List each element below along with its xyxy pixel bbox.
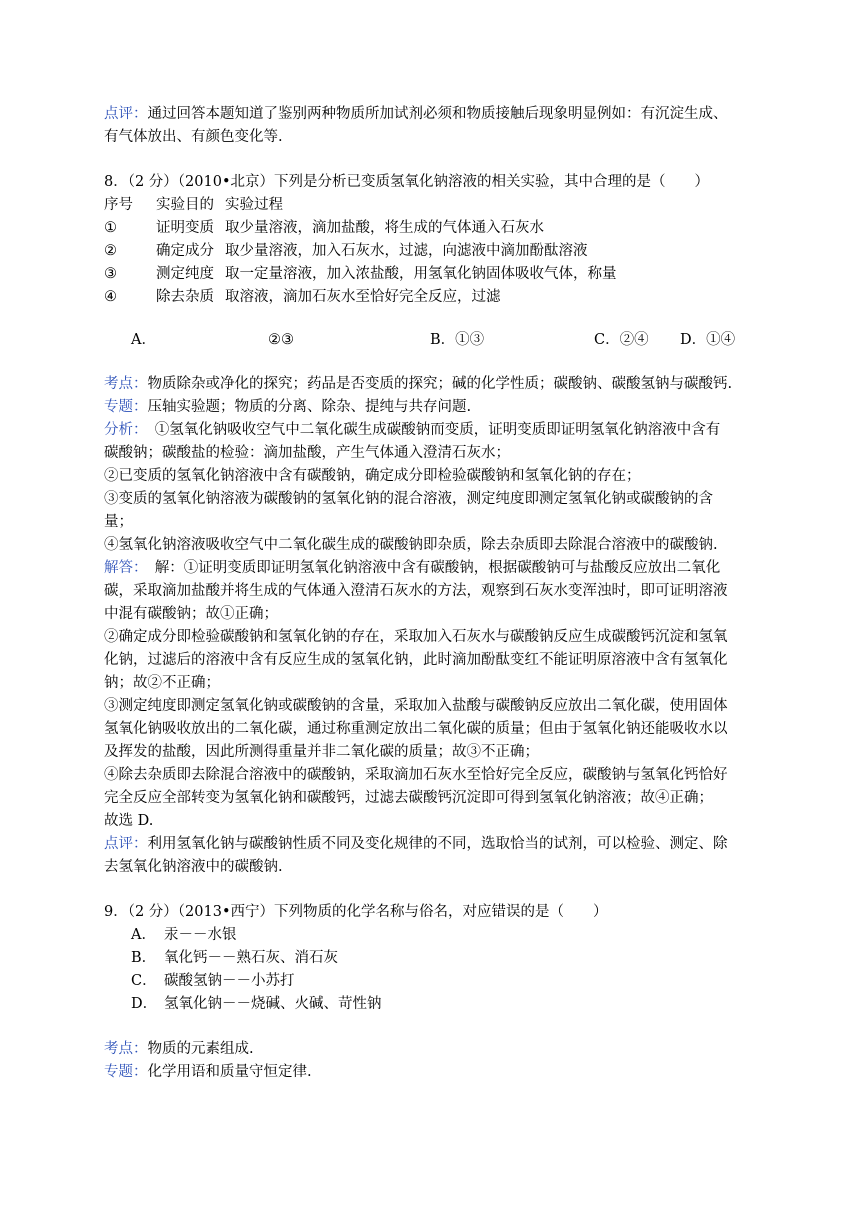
zhuanti-label: 专题： [104, 1064, 148, 1080]
option-letter: B． [131, 950, 157, 966]
q7-comment-label: 点评： [104, 106, 148, 122]
option-text: 氧化钙－－熟石灰、消石灰 [164, 950, 338, 966]
option-text: 汞－－水银 [164, 927, 237, 943]
zhuanti-text: 化学用语和质量守恒定律. [147, 1064, 312, 1080]
q8-option-c-text: ②④ [619, 332, 649, 348]
table-cell-index: ② [104, 243, 117, 259]
q8-kaodian [104, 374, 732, 394]
q7-comment-line-1 [104, 104, 728, 124]
q8-dianping-line: 去氢氧化钠溶液中的碳酸钠. [104, 859, 283, 875]
q8-fenxi-line: ③变质的氢氧化钠溶液为碳酸钠的氢氧化钠的混合溶液，测定纯度即测定氢氧化钠或碳酸钠的含 [104, 491, 713, 507]
jieda-label: 解答： [104, 560, 141, 576]
table-header-cell: 序号 [104, 197, 133, 213]
option-letter: C． [131, 973, 157, 989]
q8-fenxi-line: 碳酸钠；碳酸盐的检验：滴加盐酸，产生气体通入澄清石灰水； [104, 445, 510, 461]
q9-option-a [131, 925, 237, 945]
q8-jieda-line: 及挥发的盐酸，因此所测得重量并非二氧化碳的质量；故③不正确； [104, 744, 539, 760]
q8-option-c-letter: C． [594, 332, 620, 348]
q8-zhuanti [104, 397, 471, 417]
option-letter: D． [131, 996, 158, 1012]
q8-jieda-line: 中混有碳酸钠；故①正确； [104, 606, 278, 622]
q8-option-b-letter: B． [430, 332, 456, 348]
q8-option-c [594, 330, 649, 350]
option-letter: A． [131, 927, 156, 943]
q8-dianping-line [104, 834, 728, 854]
option-text: 氢氧化钠－－烧碱、火碱、苛性钠 [164, 996, 382, 1012]
q8-fenxi-line: 量； [104, 514, 133, 530]
q8-option-a-text: ②③ [268, 332, 294, 348]
kaodian-label: 考点： [104, 376, 148, 392]
fenxi-text: ①氢氧化钠吸收空气中二氧化碳生成碳酸钠而变质，证明变质即证明氢氧化钠溶液中含有 [140, 422, 721, 438]
kaodian-text: 物质除杂或净化的探究；药品是否变质的探究；碱的化学性质；碳酸钠、碳酸氢钠与碳酸钙. [147, 376, 733, 392]
q8-jieda-line: 氢氧化钠吸收放出的二氧化碳，通过称重测定放出二氧化碳的质量；但由于氢氧化钠还能吸收水以 [104, 721, 728, 737]
dianping-text: 利用氢氧化钠与碳酸钠性质不同及变化规律的不同，选取恰当的试剂，可以检验、测定、除 [147, 836, 728, 852]
table-cell-purpose: 证明变质 [156, 220, 214, 236]
zhuanti-text: 压轴实验题；物质的分离、除杂、提纯与共存问题. [147, 399, 472, 415]
q9-option-b [131, 948, 338, 968]
q8-jieda-line: 钠；故②不正确； [104, 675, 220, 691]
q8-jieda-line: 故选 D. [104, 813, 154, 829]
q8-option-d [680, 330, 735, 350]
q8-jieda-line [104, 558, 720, 578]
table-cell-index: ③ [104, 266, 117, 282]
q9-stem: 9．（2 分）（2013•西宁）下列物质的化学名称与俗名，对应错误的是（ ） [104, 904, 608, 920]
q8-jieda-line: 碳，采取滴加盐酸并将生成的气体通入澄清石灰水的方法，观察到石灰水变浑浊时，即可证明溶液 [104, 583, 728, 599]
q8-jieda-line: ③测定纯度即测定氢氧化钠或碳酸钠的含量，采取加入盐酸与碳酸钠反应放出二氧化碳，使用固体 [104, 698, 728, 714]
q8-option-b [430, 330, 484, 350]
q8-jieda-line: 完全反应全部转变为氢氧化钠和碳酸钙，过滤去碳酸钙沉淀即可得到氢氧化钠溶液；故④正确； [104, 790, 713, 806]
q8-option-d-text: ①④ [706, 332, 736, 348]
fenxi-label: 分析： [104, 422, 141, 438]
kaodian-label: 考点： [104, 1041, 148, 1057]
q8-jieda-line: ④除去杂质即去除混合溶液中的碳酸钠，采取滴加石灰水至恰好完全反应，碳酸钠与氢氧化钙恰好 [104, 767, 728, 783]
zhuanti-label: 专题： [104, 399, 148, 415]
q8-jieda-line: 化钠，过滤后的溶液中含有反应生成的氢氧化钠，此时滴加酚酞变红不能证明原溶液中含有氢氧化 [104, 652, 728, 668]
dianping-label: 点评： [104, 836, 148, 852]
table-header-cell: 实验过程 [225, 197, 283, 213]
kaodian-text: 物质的元素组成. [147, 1041, 254, 1057]
jieda-text: 解：①证明变质即证明氢氧化钠溶液中含有碳酸钠，根据碳酸钠可与盐酸反应放出二氧化 [140, 560, 721, 576]
q7-comment-text-1: 通过回答本题知道了鉴别两种物质所加试剂必须和物质接触后现象明显例如：有沉淀生成、 [147, 106, 728, 122]
q8-option-d-letter: D． [680, 332, 707, 348]
table-cell-index: ① [104, 220, 117, 236]
q9-kaodian [104, 1039, 254, 1059]
q8-fenxi-line: ②已变质的氢氧化钠溶液中含有碳酸钠，确定成分即检验碳酸钠和氢氧化钠的存在； [104, 468, 641, 484]
q8-jieda-line: ②确定成分即检验碳酸钠和氢氧化钠的存在，采取加入石灰水与碳酸钠反应生成碳酸钙沉淀和氢氧 [104, 629, 728, 645]
table-cell-purpose: 确定成分 [156, 243, 214, 259]
table-cell-purpose: 测定纯度 [156, 266, 214, 282]
q9-option-c [131, 971, 295, 991]
option-text: 碳酸氢钠－－小苏打 [164, 973, 295, 989]
q9-zhuanti [104, 1062, 312, 1082]
table-cell-process: 取一定量溶液，加入浓盐酸，用氢氧化钠固体吸收气体，称量 [225, 266, 617, 282]
q7-comment-line-2: 有气体放出、有颜色变化等. [104, 129, 283, 145]
q8-fenxi-line [104, 420, 720, 440]
table-cell-process: 取少量溶液，滴加盐酸，将生成的气体通入石灰水 [225, 220, 544, 236]
q8-option-a-letter: A． [131, 332, 156, 348]
table-header-cell: 实验目的 [156, 197, 214, 213]
table-cell-index: ④ [104, 289, 117, 305]
table-cell-process: 取溶液，滴加石灰水至恰好完全反应，过滤 [225, 289, 501, 305]
q9-option-d [131, 994, 382, 1014]
table-cell-process: 取少量溶液，加入石灰水，过滤，向滤液中滴加酚酞溶液 [225, 243, 588, 259]
table-cell-purpose: 除去杂质 [156, 289, 214, 305]
q8-fenxi-line: ④氢氧化钠溶液吸收空气中二氧化碳生成的碳酸钠即杂质，除去杂质即去除混合溶液中的碳酸钠. [104, 537, 718, 553]
q8-stem: 8．（2 分）（2010•北京）下列是分析已变质氢氧化钠溶液的相关实验，其中合理的是（ ） [104, 174, 710, 190]
q8-option-b-text: ①③ [455, 332, 485, 348]
